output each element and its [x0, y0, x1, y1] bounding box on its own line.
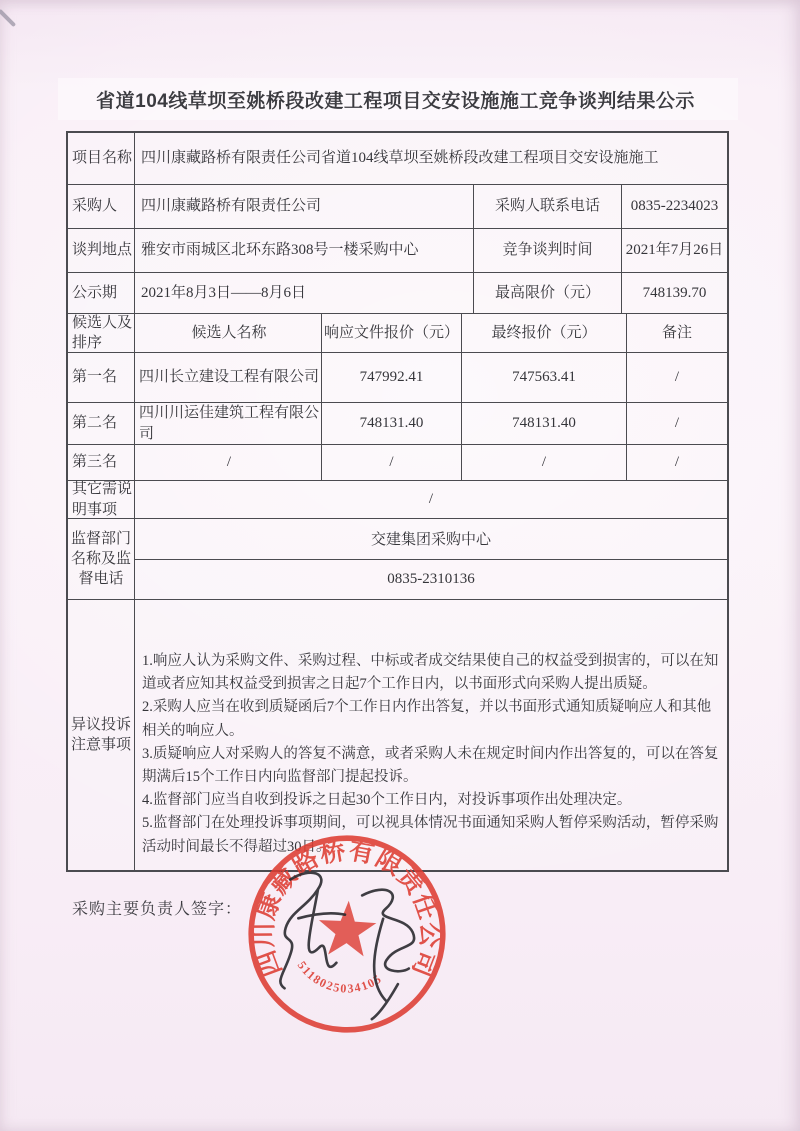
company-seal	[225, 812, 469, 1056]
svg-text:5118025034105	[293, 958, 385, 998]
objection-item-2: 2.采购人应当在收到质疑函后7个工作日内作出答复，并以书面形式通知质疑响应人和其他相关的响应人。	[142, 699, 712, 739]
candidate-2-remark: /	[626, 403, 727, 444]
candidates-label: 候选人及排序	[72, 314, 133, 351]
candidate-3-name: /	[134, 445, 321, 480]
candidate-1-name: 四川长立建设工程有限公司	[134, 353, 321, 402]
negotiation-time-label: 竞争谈判时间	[473, 229, 621, 272]
objection-label: 异议投诉注意事项	[70, 716, 131, 753]
objection-item-3: 3.质疑响应人对采购人的答复不满意，或者采购人未在规定时间内作出答复的，可以在答复期满后15个工作日内向监督部门提起投诉。	[142, 745, 719, 785]
purchaser-value: 四川康藏路桥有限责任公司	[134, 185, 473, 228]
candidate-3-final-price: /	[461, 445, 626, 480]
candidate-1-rank: 第一名	[72, 369, 118, 386]
candidate-3-rank: 第三名	[72, 454, 118, 471]
purchaser-label: 采购人	[72, 198, 118, 215]
seal-company-name: 四川康藏路桥有限责任公司	[251, 837, 443, 981]
handwritten-signature	[279, 871, 418, 1021]
star-icon	[317, 899, 377, 957]
result-table	[66, 131, 729, 872]
purchaser-phone-value: 0835-2234023	[621, 185, 727, 228]
candidate-row-1	[68, 352, 727, 402]
other-notes-value: /	[134, 481, 727, 518]
project-label: 项目名称	[72, 150, 133, 167]
candidate-1-remark: /	[626, 353, 727, 402]
supervision-row	[68, 518, 727, 599]
publicity-label: 公示期	[72, 284, 118, 301]
candidate-2-rank: 第二名	[72, 415, 118, 432]
objection-item-5: 5.监督部门在处理投诉事项期间，可以视具体情况书面通知采购人暂停采购活动，暂停采购活动时间最长不得超过30日。	[142, 815, 719, 855]
purchaser-phone-label: 采购人联系电话	[473, 185, 621, 228]
candidate-row-3	[68, 444, 727, 480]
table-row-publicity	[68, 272, 727, 313]
doc-price-header: 响应文件报价（元）	[321, 314, 461, 352]
candidate-3-remark: /	[626, 445, 727, 480]
negotiation-time-value: 2021年7月26日	[621, 229, 727, 272]
candidate-2-name: 四川川运佳建筑工程有限公司	[134, 403, 321, 444]
table-row-purchaser	[68, 184, 727, 228]
signature-line-label: 采购主要负责人签字：	[72, 901, 243, 918]
project-value: 四川康藏路桥有限责任公司省道104线草坝至姚桥段改建工程项目交安设施施工	[134, 133, 727, 184]
negotiation-place-label: 谈判地点	[72, 242, 133, 259]
max-price-label: 最高限价（元）	[473, 273, 621, 313]
objection-item-4: 4.监督部门应当自收到投诉之日起30个工作日内，对投诉事项作出处理决定。	[142, 792, 632, 809]
objection-item-1: 1.响应人认为采购文件、采购过程、中标或者成交结果使自己的权益受到损害的，可以在知道或者应知其权益受到损害之日起7个工作日内，以书面形式向采购人提出质疑。	[142, 653, 719, 693]
scan-corner-artifact	[0, 9, 16, 27]
supervision-label: 监督部门名称及监督电话	[70, 530, 131, 588]
publicity-value: 2021年8月3日——8月6日	[134, 273, 473, 313]
remark-header: 备注	[626, 314, 727, 352]
candidate-3-doc-price: /	[321, 445, 461, 480]
candidate-2-doc-price: 748131.40	[321, 403, 461, 444]
table-row-negotiation	[68, 228, 727, 272]
candidates-header-row	[68, 313, 727, 352]
supervision-values	[134, 519, 727, 599]
candidate-1-final-price: 747563.41	[461, 353, 626, 402]
candidate-name-header: 候选人名称	[134, 314, 321, 352]
supervision-phone: 0835-2310136	[135, 559, 727, 600]
negotiation-place-value: 雅安市雨城区北环东路308号一楼采购中心	[134, 229, 473, 272]
page-title: 省道104线草坝至姚桥段改建工程项目交安设施施工竞争谈判结果公示	[96, 91, 695, 112]
candidate-1-doc-price: 747992.41	[321, 353, 461, 402]
other-notes-label: 其它需说明事项	[72, 481, 133, 518]
seal-registration-number: 5118025034105	[294, 958, 385, 996]
table-row-project	[68, 133, 727, 184]
candidate-2-final-price: 748131.40	[461, 403, 626, 444]
final-price-header: 最终报价（元）	[461, 314, 626, 352]
max-price-value: 748139.70	[621, 273, 727, 313]
other-notes-row	[68, 480, 727, 518]
supervision-department: 交建集团采购中心	[370, 532, 491, 549]
candidate-row-2	[68, 402, 727, 444]
